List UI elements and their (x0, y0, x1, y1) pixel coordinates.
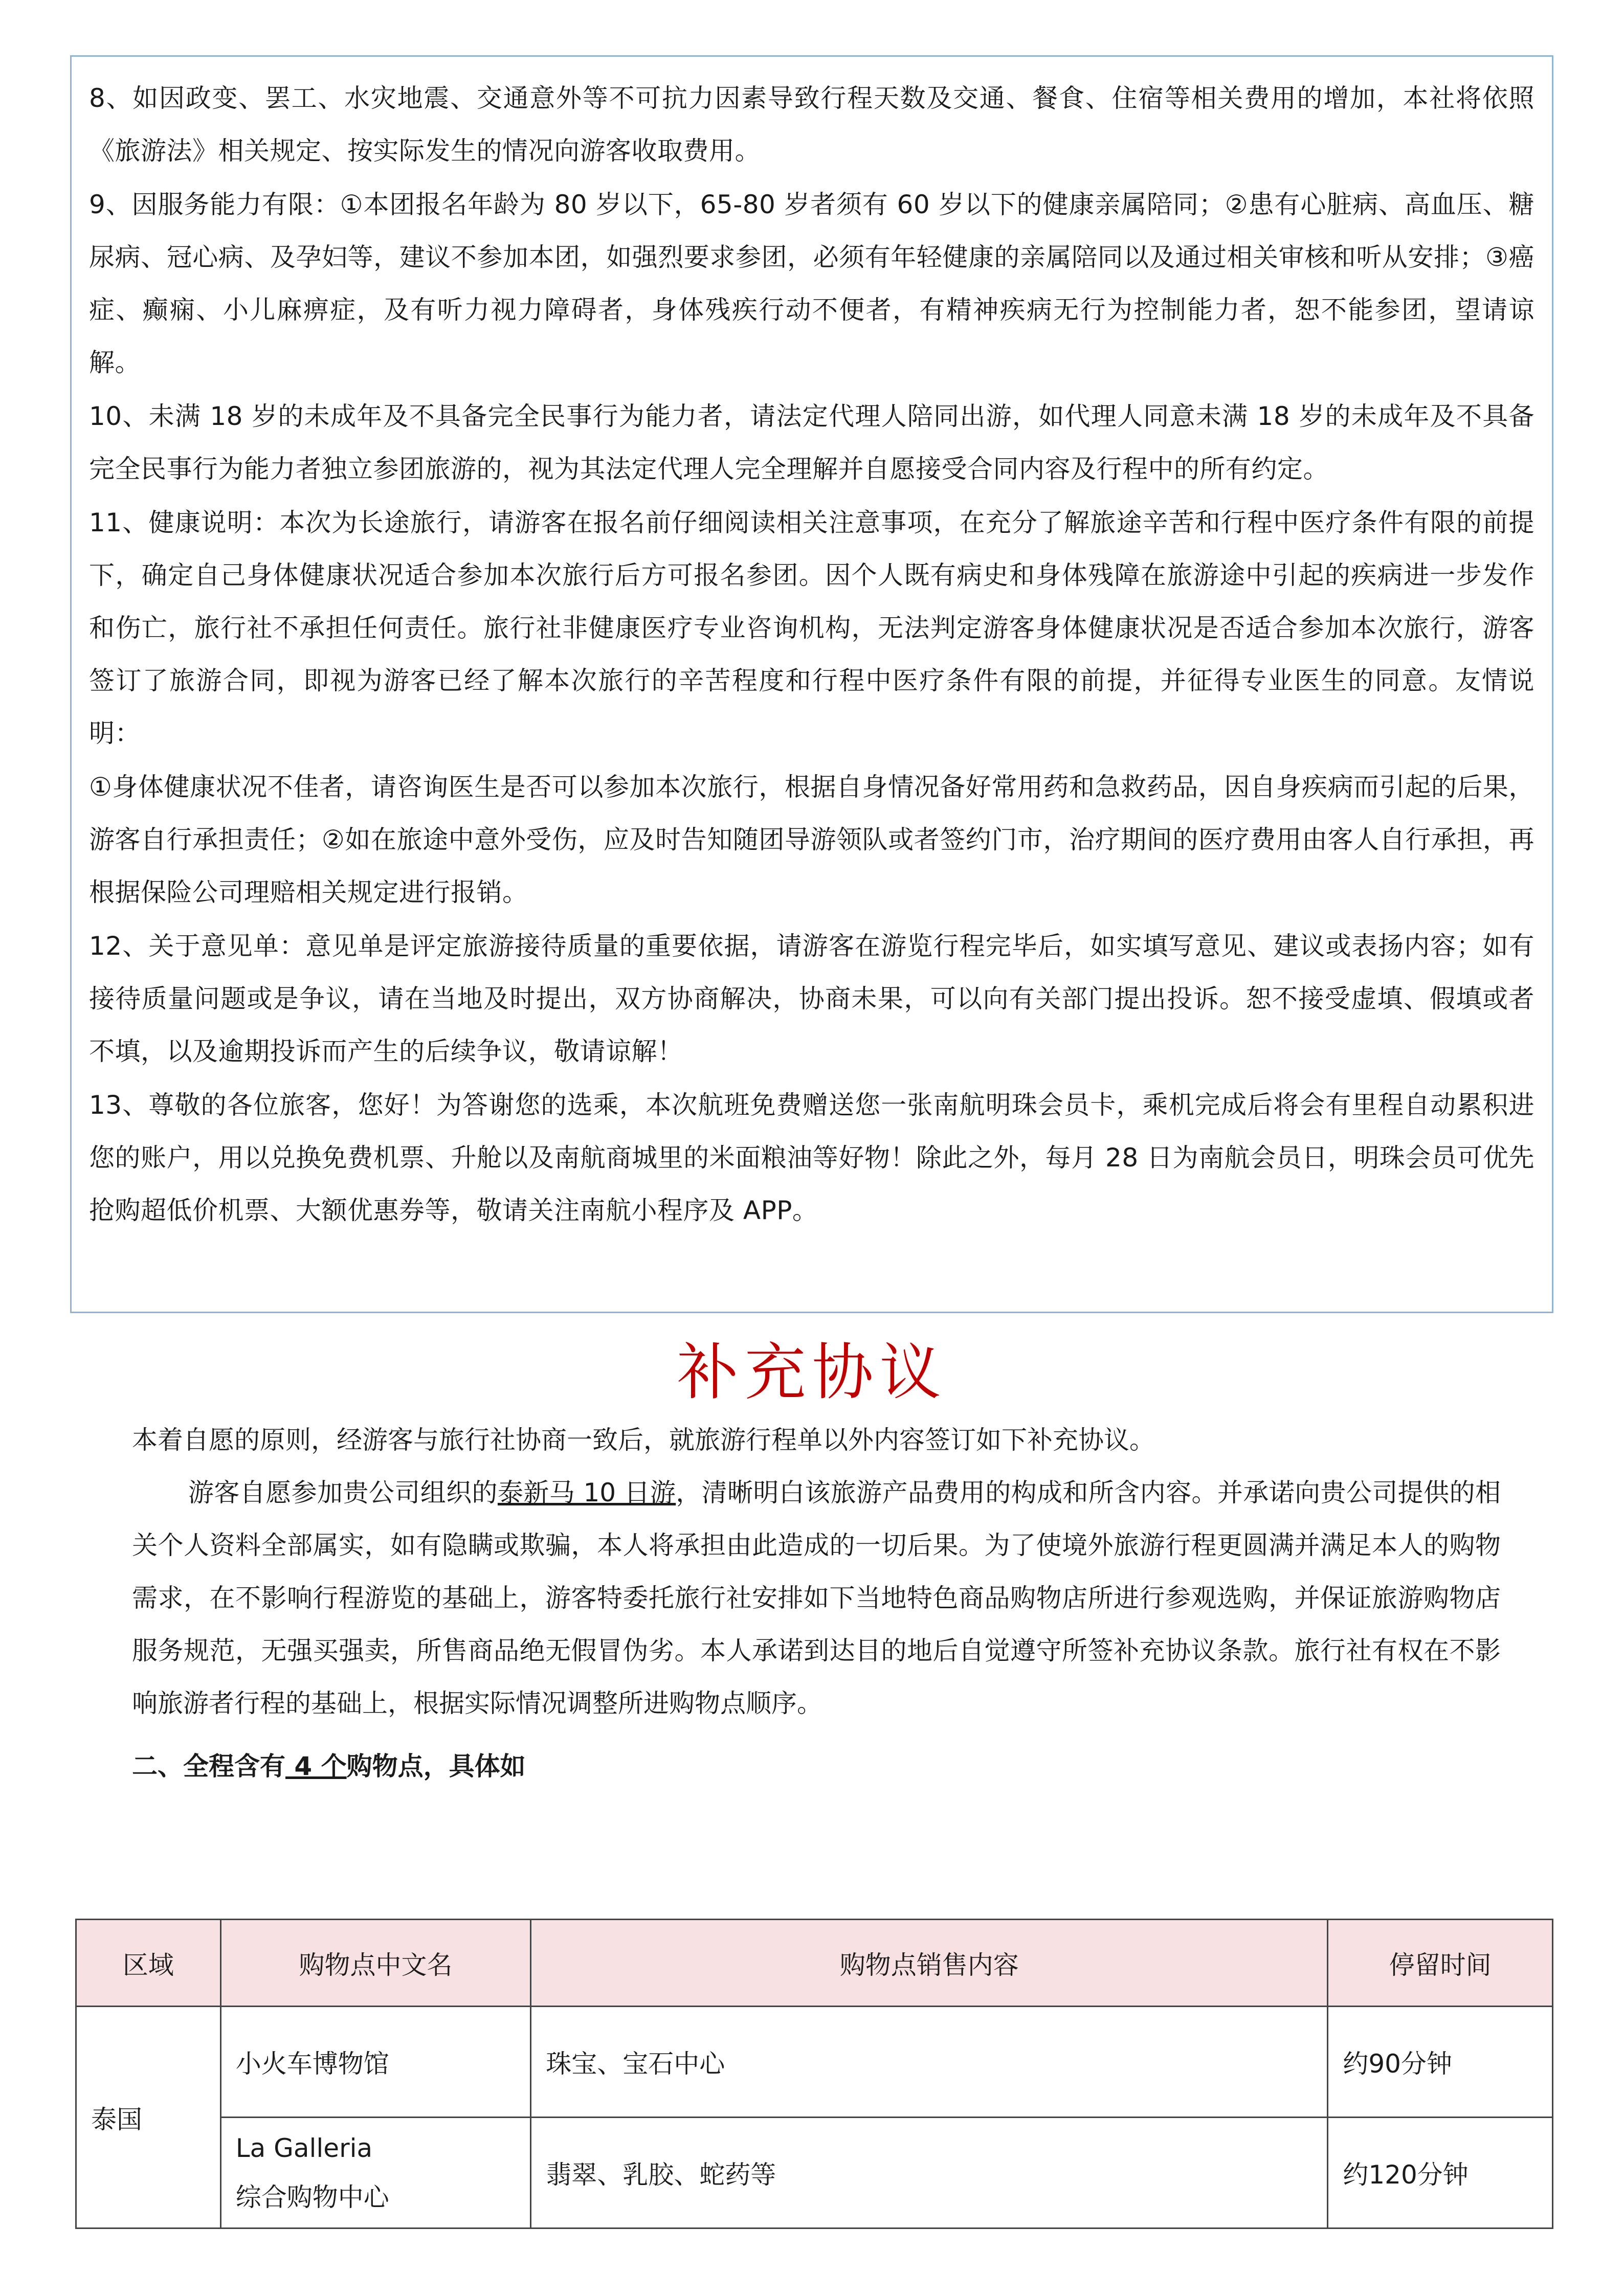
table-row (76, 2118, 1553, 2229)
shop-name-cell (220, 2118, 531, 2229)
section-prefix: 二、全程含有 (132, 1751, 285, 1781)
agreement-intro: 本着自愿的原则，经游客与旅行社协商一致后，就旅游行程单以外内容签订如下补充协议。 (132, 1425, 1155, 1455)
agreement-para-rest: ，清晰明白该旅游产品费用的构成和所含内容。并承诺向贵公司提供的相关个人资料全部属实，如有隐瞒或欺骗，本人将承担由此造成的一切后果。为了使境外旅游行程更圆满并满足本人的购物需求，在不影响行程游览的基础上，游客特委托旅行社安排如下当地特色商品购物店所进行参观选购，并保证旅游购物店服务规范，无强买强卖，所售商品绝无假冒伪劣。本人承诺到达目的地后自觉遵守所签补充协议条款。旅行社有权在不影响旅游者行程的基础上，根据实际情况调整所进购物点顺序。 (132, 1478, 1501, 1718)
shop-name-line1: La Galleria (235, 2133, 373, 2163)
sales-content-cell: 珠宝、宝石中心 (531, 2007, 1328, 2118)
section-suffix: 购物点，具体如 (346, 1751, 526, 1781)
agreement-title: 补充协议 (677, 1337, 947, 1408)
shopping-table (75, 1919, 1553, 2229)
agreement-paragraph (132, 1467, 1501, 1730)
notice-item-9: 9、因服务能力有限：①本团报名年龄为 80 岁以下，65-80 岁者须有 60 岁以下的健康亲属陪同；②患有心脏病、高血压、糖尿病、冠心病、及孕妇等，建议不参加本团，如强烈要求参团，必须有年轻健康的亲属陪同以及通过相关审核和听从安排；③癌症、癫痫、小儿麻痹症，及有听力视力障碍者，身体残疾行动不便者，有精神疾病无行为控制能力者，恕不能参团，望请谅解。 (89, 190, 1534, 377)
notice-item-12: 12、关于意见单：意见单是评定旅游接待质量的重要依据，请游客在游览行程完毕后，如实填写意见、建议或表扬内容；如有接待质量问题或是争议，请在当地及时提出，双方协商解决，协商未果，可以向有关部门提出投诉。恕不接受虚填、假填或者不填，以及逾期投诉而产生的后续争议，敬请谅解！ (89, 931, 1534, 1066)
notice-item-8: 8、如因政变、罢工、水灾地震、交通意外等不可抗力因素导致行程天数及交通、餐食、住宿等相关费用的增加，本社将依照《旅游法》相关规定、按实际发生的情况向游客收取费用。 (89, 83, 1534, 166)
agreement-body (132, 1414, 1501, 1793)
shop-count: 4 个 (285, 1751, 347, 1781)
notice-item-11: 11、健康说明：本次为长途旅行，请游客在报名前仔细阅读相关注意事项，在充分了解旅途辛苦和行程中医疗条件有限的前提下，确定自己身体健康状况适合参加本次旅行后方可报名参团。因个人既有病史和身体残障在旅游途中引起的疾病进一步发作和伤亡，旅行社不承担任何责任。旅行社非健康医疗专业咨询机构，无法判定游客身体健康状况是否适合参加本次旅行，游客签订了旅游合同，即视为游客已经了解本次旅行的辛苦程度和行程中医疗条件有限的前提，并征得专业医生的同意。友情说明： (89, 508, 1534, 748)
header-region: 区域 (76, 1920, 221, 2007)
notice-item-11-detail: ①身体健康状况不佳者，请咨询医生是否可以参加本次旅行，根据自身情况备好常用药和急救药品，因自身疾病而引起的后果，游客自行承担责任；②如在旅途中意外受伤，应及时告知随团导游领队或者签约门市，治疗期间的医疗费用由客人自行承担，再根据保险公司理赔相关规定进行报销。 (89, 772, 1534, 907)
agreement-para-prefix: 游客自愿参加贵公司组织的 (188, 1478, 498, 1507)
region-cell: 泰国 (76, 2007, 221, 2229)
header-sales-content: 购物点销售内容 (531, 1920, 1328, 2007)
shopping-section-heading (132, 1740, 1501, 1793)
table-row (76, 2007, 1553, 2118)
stay-time-cell: 约90分钟 (1328, 2007, 1553, 2118)
stay-time-cell: 约120分钟 (1328, 2118, 1553, 2229)
notice-box (70, 55, 1553, 1313)
shop-name-line2: 综合购物中心 (235, 2182, 389, 2212)
header-stay-time: 停留时间 (1328, 1920, 1553, 2007)
tour-name: 泰新马 10 日游 (497, 1478, 676, 1507)
sales-content-cell: 翡翠、乳胶、蛇药等 (531, 2118, 1328, 2229)
notice-item-10: 10、未满 18 岁的未成年及不具备完全民事行为能力者，请法定代理人陪同出游，如代理人同意未满 18 岁的未成年及不具备完全民事行为能力者独立参团旅游的，视为其法定代理人完全理解并自愿接受合同内容及行程中的所有约定。 (89, 401, 1534, 484)
table-header-row (76, 1920, 1553, 2007)
shop-name-cell: 小火车博物馆 (220, 2007, 531, 2118)
header-shop-name: 购物点中文名 (220, 1920, 531, 2007)
notice-item-13: 13、尊敬的各位旅客，您好！为答谢您的选乘，本次航班免费赠送您一张南航明珠会员卡，乘机完成后将会有里程自动累积进您的账户，用以兑换免费机票、升舱以及南航商城里的米面粮油等好物！除此之外，每月 28 日为南航会员日，明珠会员可优先抢购超低价机票、大额优惠券等，敬请关注南航小程序及 APP。 (89, 1090, 1534, 1225)
